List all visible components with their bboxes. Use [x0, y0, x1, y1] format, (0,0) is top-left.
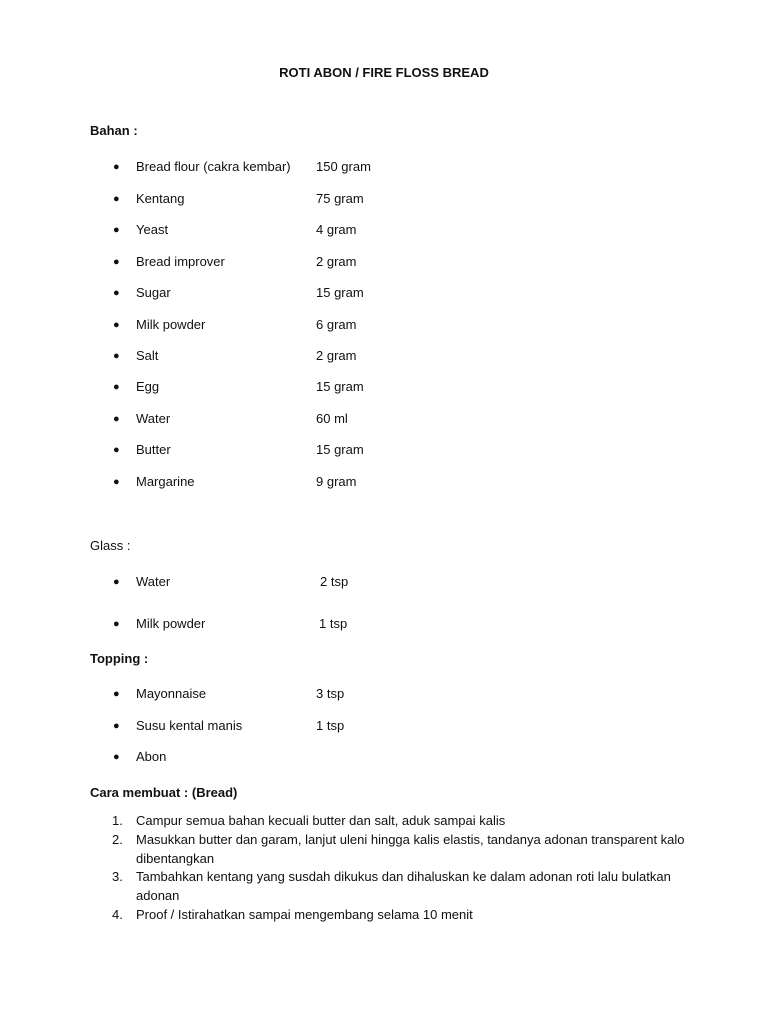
- step-number: 1.: [112, 813, 123, 828]
- list-item: [0, 615, 768, 633]
- list-item: [0, 831, 768, 866]
- step-number: 2.: [112, 832, 123, 847]
- bullet-icon: ●: [113, 413, 120, 425]
- bullet-icon: ●: [113, 751, 120, 763]
- list-item: [0, 868, 768, 903]
- step-number: 4.: [112, 907, 123, 922]
- list-item: [0, 253, 768, 271]
- ingredient-qty: 1 tsp: [319, 616, 348, 631]
- list-item: [0, 812, 768, 830]
- bullet-icon: ●: [113, 444, 120, 456]
- list-item: [0, 347, 768, 365]
- ingredient-qty: 15 gram: [316, 285, 364, 300]
- bullet-icon: ●: [113, 256, 120, 268]
- list-item: [0, 573, 768, 591]
- ingredient-name: Egg: [136, 379, 160, 394]
- ingredient-qty: 9 gram: [316, 474, 357, 489]
- bullet-icon: ●: [113, 618, 120, 630]
- ingredient-qty: 2 gram: [316, 348, 357, 363]
- bullet-icon: ●: [113, 350, 120, 362]
- ingredient-qty: 2 gram: [316, 254, 357, 269]
- list-item: [0, 685, 768, 703]
- bullet-icon: ●: [113, 287, 120, 299]
- bullet-icon: ●: [113, 720, 120, 732]
- ingredient-name: Susu kental manis: [136, 718, 243, 733]
- list-item: [0, 190, 768, 208]
- method-heading: Cara membuat : (Bread): [90, 785, 238, 800]
- ingredient-qty: 1 tsp: [316, 718, 345, 733]
- ingredient-name: Mayonnaise: [136, 686, 207, 701]
- ingredient-name: Salt: [136, 348, 159, 363]
- ingredient-qty: 15 gram: [316, 379, 364, 394]
- ingredient-name: Bread improver: [136, 254, 225, 269]
- step-text: Proof / Istirahatkan sampai mengembang selama 10 menit: [136, 907, 473, 922]
- bullet-icon: ●: [113, 319, 120, 331]
- document-title: ROTI ABON / FIRE FLOSS BREAD: [279, 65, 489, 80]
- bullet-icon: ●: [113, 224, 120, 236]
- ingredient-qty: 60 ml: [316, 411, 348, 426]
- list-item: [0, 378, 768, 396]
- bullet-icon: ●: [113, 576, 120, 588]
- ingredient-name: Yeast: [136, 222, 169, 237]
- bullet-icon: ●: [113, 476, 120, 488]
- ingredient-name: Bread flour (cakra kembar): [136, 159, 291, 174]
- list-item: [0, 316, 768, 334]
- ingredient-name: Butter: [136, 442, 171, 457]
- bahan-heading: Bahan :: [90, 123, 138, 138]
- step-text: Tambahkan kentang yang susdah dikukus dan dihaluskan ke dalam adonan roti lalu bulatkan adonan: [136, 869, 671, 903]
- ingredient-qty: 3 tsp: [316, 686, 345, 701]
- bullet-icon: ●: [113, 161, 120, 173]
- list-item: [0, 158, 768, 176]
- topping-heading: Topping :: [90, 651, 149, 666]
- step-text: Campur semua bahan kecuali butter dan salt, aduk sampai kalis: [136, 813, 506, 828]
- ingredient-name: Milk powder: [136, 317, 206, 332]
- ingredient-name: Water: [136, 574, 171, 589]
- list-item: [0, 410, 768, 428]
- ingredient-qty: 15 gram: [316, 442, 364, 457]
- ingredient-name: Water: [136, 411, 171, 426]
- ingredient-qty: 4 gram: [316, 222, 357, 237]
- bullet-icon: ●: [113, 688, 120, 700]
- ingredient-qty: 150 gram: [316, 159, 371, 174]
- ingredient-qty: 6 gram: [316, 317, 357, 332]
- list-item: [0, 441, 768, 459]
- ingredient-qty: 2 tsp: [320, 574, 349, 589]
- ingredient-name: Abon: [136, 749, 167, 764]
- list-item: [0, 284, 768, 302]
- list-item: [0, 221, 768, 239]
- step-text: Masukkan butter dan garam, lanjut uleni hingga kalis elastis, tandanya adonan transparent kalo dibentangkan: [136, 832, 685, 866]
- list-item: [0, 473, 768, 491]
- list-item: [0, 906, 768, 924]
- bullet-icon: ●: [113, 381, 120, 393]
- list-item: [0, 748, 768, 766]
- ingredient-name: Sugar: [136, 285, 171, 300]
- list-item: [0, 717, 768, 735]
- ingredient-qty: 75 gram: [316, 191, 364, 206]
- glass-heading: Glass :: [90, 538, 131, 553]
- bullet-icon: ●: [113, 193, 120, 205]
- ingredient-name: Margarine: [136, 474, 195, 489]
- step-number: 3.: [112, 869, 123, 884]
- ingredient-name: Milk powder: [136, 616, 206, 631]
- ingredient-name: Kentang: [136, 191, 185, 206]
